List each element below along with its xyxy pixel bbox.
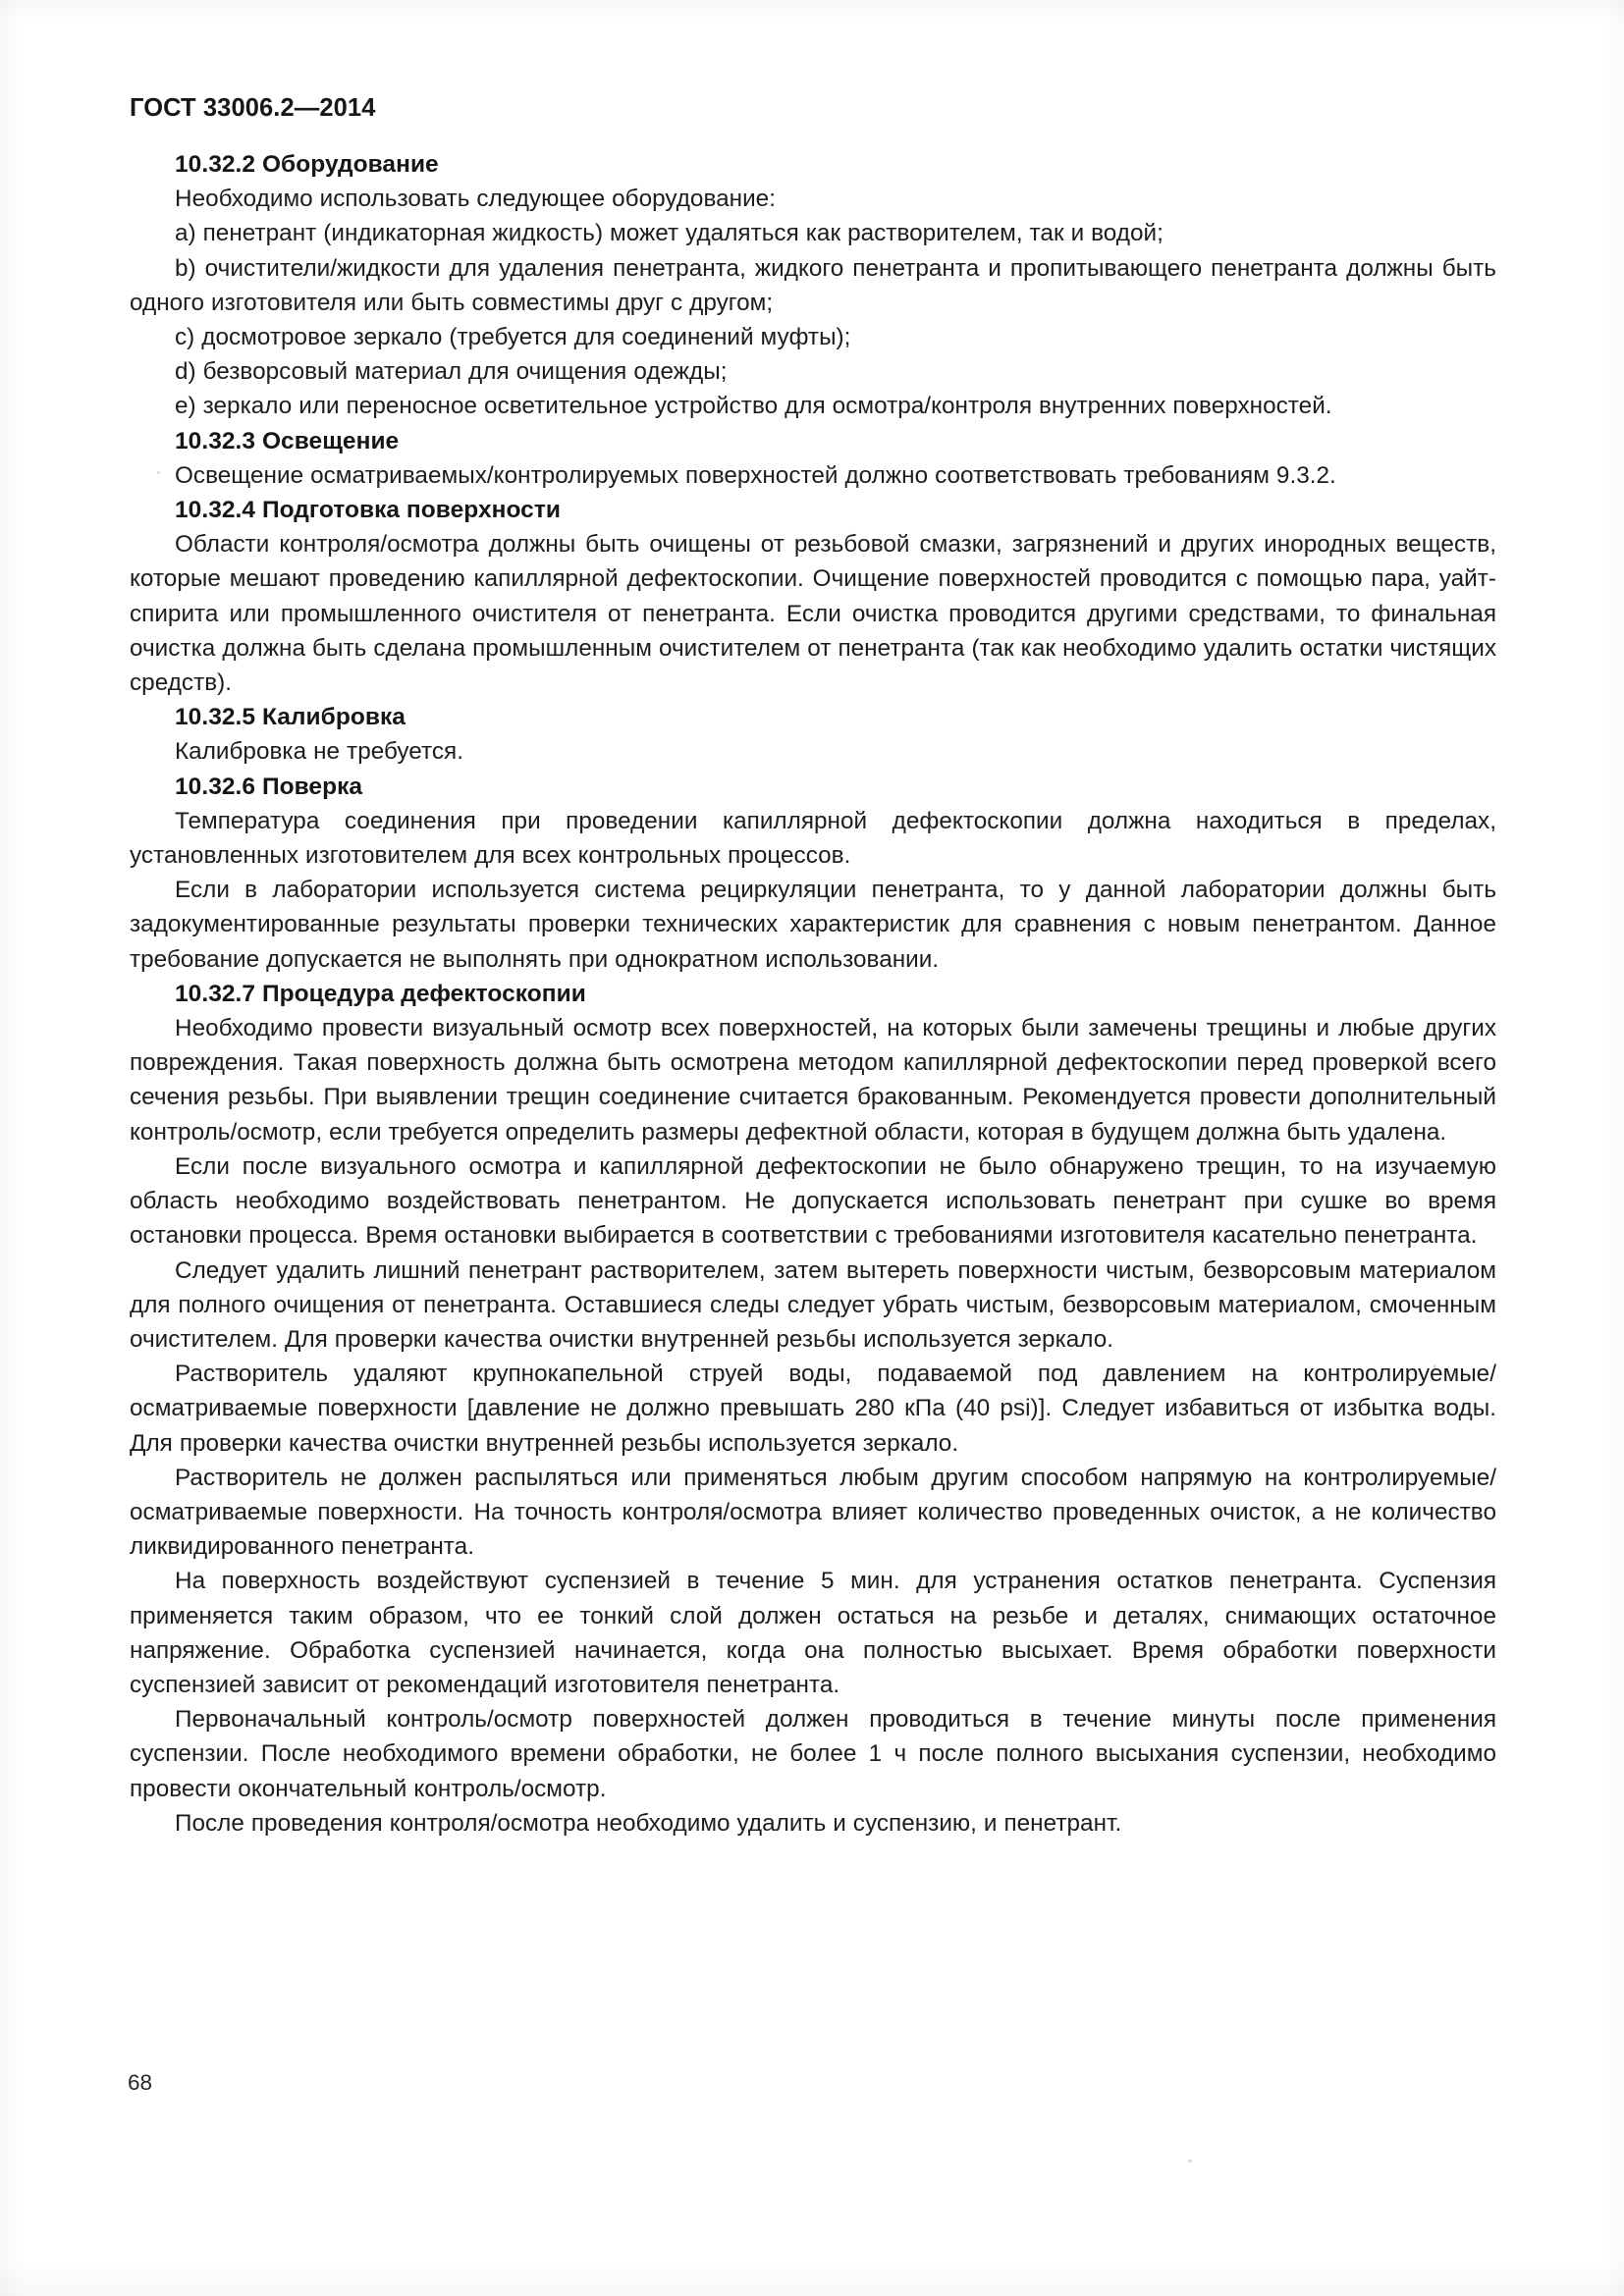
paragraph-procedure-excess-removal: Следует удалить лишний пенетрант растворителем, затем вытереть поверхности чистым, безворсовым материалом для полного очищения от пенетранта. Оставшиеся следы следует убрать чистым, безворсовым материалом, смоченным очистителем. Для проверки качества очистки внутренней резьбы используется зеркало.: [130, 1256, 1496, 1353]
paragraph-equipment-intro: Необходимо использовать следующее оборудование:: [175, 186, 776, 213]
scan-edge-shadow-top: [0, 0, 1624, 20]
paragraph-procedure-initial-inspection: Первоначальный контроль/осмотр поверхностей должен проводиться в течение минуты после применения суспензии. После необходимого времени обработки, не более 1 ч после полного высыхания суспензии, необходимо провести окончательный контроль/осмотр.: [130, 1706, 1496, 1802]
list-item-b: b) очистители/жидкости для удаления пенетранта, жидкого пенетранта и пропитывающего пенетранта должны быть одного изготовителя или быть совместимы друг с другом;: [130, 254, 1496, 316]
page-number: 68: [128, 2070, 153, 2095]
paragraph-calibration: Калибровка не требуется.: [175, 738, 464, 766]
list-item-d: d) безворсовый материал для очищения одежды;: [175, 358, 728, 386]
section-heading-10-32-2: 10.32.2 Оборудование: [175, 151, 439, 178]
section-heading-10-32-5: 10.32.5 Калибровка: [175, 704, 406, 731]
section-heading-10-32-7: 10.32.7 Процедура дефектоскопии: [175, 980, 586, 1007]
list-item-e: e) зеркало или переносное осветительное устройство для осмотра/контроля внутренних поверхностей.: [175, 393, 1332, 420]
scan-edge-shadow-bottom: [0, 2261, 1624, 2296]
paragraph-verification-recirculation: Если в лаборатории используется система рециркуляции пенетранта, то у данной лаборатории должны быть задокументированные результаты проверки технических характеристик для сравнения с новым пенетрантом. Данное требование допускается не выполнять при однократном использовании.: [130, 877, 1496, 973]
paragraph-verification-temperature: Температура соединения при проведении капиллярной дефектоскопии должна находиться в пределах, установленных изготовителем для всех контрольных процессов.: [130, 807, 1496, 870]
list-item-a: a) пенетрант (индикаторная жидкость) может удаляться как растворителем, так и водой;: [175, 220, 1164, 247]
section-heading-10-32-3: 10.32.3 Освещение: [175, 427, 400, 454]
section-heading-10-32-6: 10.32.6 Поверка: [175, 773, 363, 800]
paragraph-lighting: Освещение осматриваемых/контролируемых поверхностей должно соответствовать требованиям 9.3.2.: [175, 461, 1336, 489]
paragraph-surface-preparation: Области контроля/осмотра должны быть очищены от резьбовой смазки, загрязнений и других инородных веществ, которые мешают проведению капиллярной дефектоскопии. Очищение поверхностей проводится с помощью пара, уайт-спирита или промышленного очистителя от пенетранта. Если очистка проводится другими средствами, то финальная очистка должна быть сделана промышленным очистителем от пенетранта (так как необходимо удалить остатки чистящих средств).: [130, 531, 1496, 697]
paragraph-procedure-water-jet: Растворитель удаляют крупнокапельной струей воды, подаваемой под давлением на контролируемые/осматриваемые поверхности [давление не должно превышать 280 кПа (40 psi)]. Следует избавиться от избытка воды. Для проверки качества очистки внутренней резьбы используется зеркало.: [130, 1361, 1496, 1457]
paragraph-procedure-suspension: На поверхность воздействуют суспензией в течение 5 мин. для устранения остатков пенетранта. Суспензия применяется таким образом, что ее тонкий слой должен остаться на резьбе и деталях, снимающих остаточное напряжение. Обработка суспензией начинается, когда она полностью высыхает. Время обработки поверхности суспензией зависит от рекомендаций изготовителя пенетранта.: [130, 1568, 1496, 1698]
paragraph-procedure-visual-inspection: Необходимо провести визуальный осмотр всех поверхностей, на которых были замечены трещины и любые других повреждения. Такая поверхность должна быть осмотрена методом капиллярной дефектоскопии перед проверкой всего сечения резьбы. При выявлении трещин соединение считается бракованным. Рекомендуется провести дополнительный контроль/осмотр, если требуется определить размеры дефектной области, которая в будущем должна быть удалена.: [130, 1015, 1496, 1146]
paragraph-procedure-penetrant-application: Если после визуального осмотра и капиллярной дефектоскопии не было обнаружено трещин, то на изучаемую область необходимо воздействовать пенетрантом. Не допускается использовать пенетрант при сушке во время остановки процесса. Время остановки выбирается в соответствии с требованиями изготовителя касательно пенетранта.: [130, 1152, 1496, 1250]
document-body: [130, 147, 1496, 1841]
scan-edge-shadow-left: [0, 0, 26, 2296]
paragraph-procedure-no-spraying: Растворитель не должен распыляться или применяться любым другим способом напрямую на контролируемые/осматриваемые поверхности. На точность контроля/осмотра влияет количество проведенных очисток, а не количество ликвидированного пенетранта.: [130, 1464, 1496, 1561]
scan-edge-shadow-right: [1604, 0, 1624, 2296]
section-heading-10-32-4: 10.32.4 Подготовка поверхности: [175, 497, 562, 524]
running-header: ГОСТ 33006.2—2014: [130, 94, 376, 122]
scan-speck: [1188, 2160, 1192, 2163]
paragraph-procedure-final-removal: После проведения контроля/осмотра необходимо удалить и суспензию, и пенетрант.: [175, 1809, 1122, 1837]
list-item-c: c) досмотровое зеркало (требуется для соединений муфты);: [175, 324, 851, 351]
